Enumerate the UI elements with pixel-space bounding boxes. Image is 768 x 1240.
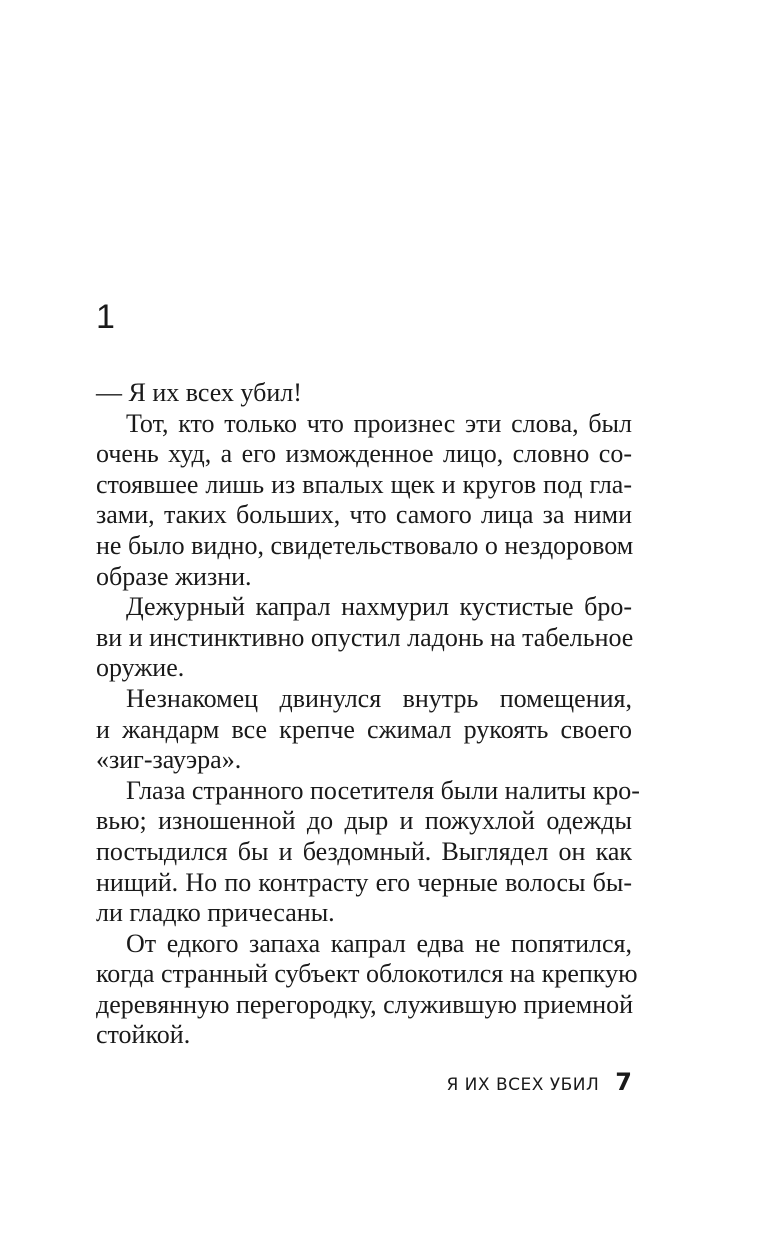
body-text: [96, 378, 640, 1051]
text-line: стоявшее лишь из впалых щек и кругов под гла-: [96, 469, 632, 499]
text-line: очень худ, а его изможденное лицо, словно со-: [96, 439, 632, 469]
text-line: Дежурный капрал нахмурил кустистые бро-: [126, 592, 632, 622]
text-line: зами, таких больших, что самого лица за ними: [96, 500, 632, 530]
running-title: Я ИХ ВСЕХ УБИЛ: [446, 1075, 600, 1095]
text-line: деревянную перегородку, служившую приемной: [96, 989, 634, 1019]
text-line: образе жизни.: [96, 561, 252, 591]
text-line: постыдился бы и бездомный. Выглядел он как: [96, 836, 632, 866]
text-line: От едкого запаха капрал едва не попятился,: [126, 928, 632, 958]
text-line: «зиг-зауэра».: [96, 745, 242, 775]
text-line: нищий. Но по контрасту его черные волосы бы-: [96, 867, 632, 897]
text-line: Незнакомец двинулся внутрь помещения,: [126, 683, 632, 713]
text-line: вью; изношенной до дыр и пожухлой одежды: [96, 806, 632, 836]
text-line: Глаза странного посетителя были налиты кро-: [126, 775, 640, 805]
text-line: — Я их всех убил!: [96, 378, 302, 407]
text-line: не было видно, свидетельствовало о нездоровом: [96, 530, 634, 560]
page-footer: [0, 1068, 632, 1096]
text-line: оружие.: [96, 653, 185, 683]
text-line: ли гладко причесаны.: [96, 898, 335, 928]
text-line: когда странный субъект облокотился на крепкую: [96, 959, 638, 989]
text-line: ви и инстинктивно опустил ладонь на табельное: [96, 622, 634, 652]
text-line: стойкой.: [96, 1020, 191, 1050]
text-line: Тот, кто только что произнес эти слова, был: [126, 408, 632, 438]
chapter-number: 1: [96, 298, 115, 336]
text-line: и жандарм все крепче сжимал рукоять своего: [96, 714, 632, 744]
page-number: 7: [615, 1068, 632, 1096]
